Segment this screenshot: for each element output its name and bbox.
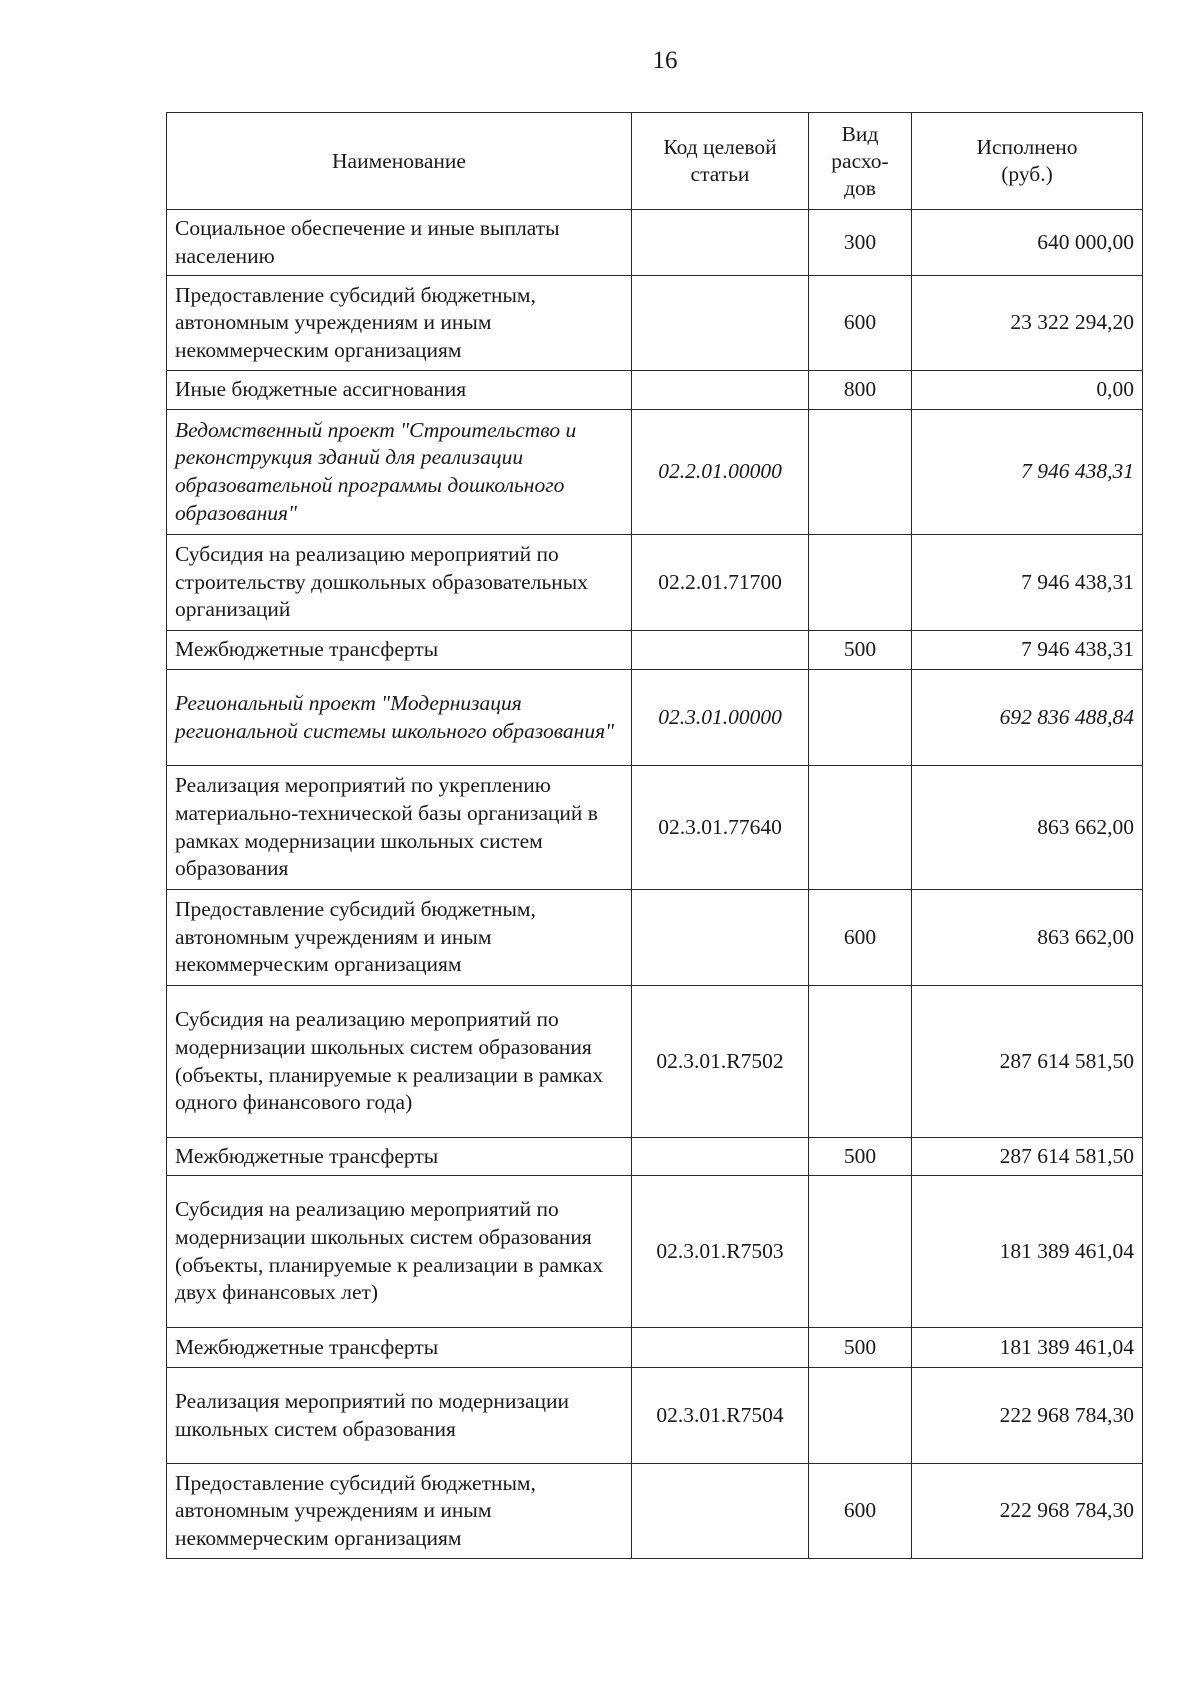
header-code: Код целевой статьи	[632, 113, 809, 210]
cell-sum: 222 968 784,30	[912, 1464, 1143, 1559]
cell-name: Реализация мероприятий по модернизации школьных систем образования	[167, 1368, 632, 1464]
cell-name: Межбюджетные трансферты	[167, 1138, 632, 1176]
header-sum: Исполнено (руб.)	[912, 113, 1143, 210]
table-row	[167, 1138, 1143, 1176]
cell-code: 02.3.01.00000	[632, 670, 809, 766]
cell-code: 02.3.01.R7504	[632, 1368, 809, 1464]
cell-type: 600	[809, 276, 912, 371]
table-row	[167, 371, 1143, 410]
cell-name: Социальное обеспечение и иные выплаты населению	[167, 210, 632, 276]
header-name: Наименование	[167, 113, 632, 210]
cell-sum: 181 389 461,04	[912, 1328, 1143, 1368]
table-row	[167, 986, 1143, 1138]
cell-name: Предоставление субсидий бюджетным, автономным учреждениям и иным некоммерческим организациям	[167, 890, 632, 986]
cell-name: Субсидия на реализацию мероприятий по модернизации школьных систем образования (объекты, планируемые к реализации в рамках двух финансовых лет)	[167, 1176, 632, 1328]
table-row	[167, 210, 1143, 276]
cell-sum: 7 946 438,31	[912, 410, 1143, 535]
cell-type: 300	[809, 210, 912, 276]
table-row	[167, 631, 1143, 670]
table-row	[167, 535, 1143, 631]
cell-sum: 640 000,00	[912, 210, 1143, 276]
cell-name: Межбюджетные трансферты	[167, 1328, 632, 1368]
table-row	[167, 1328, 1143, 1368]
table-row	[167, 1176, 1143, 1328]
budget-table	[166, 112, 1143, 1559]
cell-sum: 287 614 581,50	[912, 1138, 1143, 1176]
table-row	[167, 766, 1143, 890]
cell-sum: 7 946 438,31	[912, 535, 1143, 631]
cell-sum: 181 389 461,04	[912, 1176, 1143, 1328]
cell-name: Иные бюджетные ассигнования	[167, 371, 632, 410]
table-row	[167, 670, 1143, 766]
table-header-row	[167, 113, 1143, 210]
table-row	[167, 1464, 1143, 1559]
cell-sum: 7 946 438,31	[912, 631, 1143, 670]
cell-name: Реализация мероприятий по укреплению материально-технической базы организаций в рамках модернизации школьных систем образования	[167, 766, 632, 890]
table-row	[167, 410, 1143, 535]
cell-type	[809, 535, 912, 631]
cell-type	[809, 670, 912, 766]
cell-code: 02.3.01.R7503	[632, 1176, 809, 1328]
table-row	[167, 1368, 1143, 1464]
page-number: 16	[652, 47, 678, 74]
cell-code	[632, 1328, 809, 1368]
cell-sum: 23 322 294,20	[912, 276, 1143, 371]
cell-code	[632, 1464, 809, 1559]
cell-code: 02.2.01.00000	[632, 410, 809, 535]
table-row	[167, 890, 1143, 986]
cell-type	[809, 1176, 912, 1328]
cell-name: Межбюджетные трансферты	[167, 631, 632, 670]
cell-sum: 222 968 784,30	[912, 1368, 1143, 1464]
cell-code: 02.3.01.R7502	[632, 986, 809, 1138]
cell-code	[632, 210, 809, 276]
header-type: Вид расхо- дов	[809, 113, 912, 210]
cell-code	[632, 1138, 809, 1176]
cell-sum: 287 614 581,50	[912, 986, 1143, 1138]
cell-code	[632, 371, 809, 410]
cell-type: 500	[809, 1138, 912, 1176]
cell-type: 500	[809, 631, 912, 670]
cell-code	[632, 890, 809, 986]
cell-type	[809, 1368, 912, 1464]
cell-type	[809, 986, 912, 1138]
cell-name: Предоставление субсидий бюджетным, автономным учреждениям и иным некоммерческим организациям	[167, 276, 632, 371]
cell-sum: 863 662,00	[912, 890, 1143, 986]
cell-name: Предоставление субсидий бюджетным, автономным учреждениям и иным некоммерческим организациям	[167, 1464, 632, 1559]
cell-type: 500	[809, 1328, 912, 1368]
cell-type	[809, 766, 912, 890]
cell-code	[632, 631, 809, 670]
table-row	[167, 276, 1143, 371]
cell-code: 02.2.01.71700	[632, 535, 809, 631]
cell-sum: 692 836 488,84	[912, 670, 1143, 766]
cell-type	[809, 410, 912, 535]
cell-name: Субсидия на реализацию мероприятий по модернизации школьных систем образования (объекты, планируемые к реализации в рамках одного финансового года)	[167, 986, 632, 1138]
cell-type: 800	[809, 371, 912, 410]
cell-name: Ведомственный проект "Строительство и реконструкция зданий для реализации образовательной программы дошкольного образования"	[167, 410, 632, 535]
cell-code: 02.3.01.77640	[632, 766, 809, 890]
cell-type: 600	[809, 1464, 912, 1559]
cell-sum: 863 662,00	[912, 766, 1143, 890]
cell-type: 600	[809, 890, 912, 986]
cell-code	[632, 276, 809, 371]
cell-name: Субсидия на реализацию мероприятий по строительству дошкольных образовательных организаций	[167, 535, 632, 631]
table-body	[167, 210, 1143, 1559]
cell-name: Региональный проект "Модернизация региональной системы школьного образования"	[167, 670, 632, 766]
cell-sum: 0,00	[912, 371, 1143, 410]
